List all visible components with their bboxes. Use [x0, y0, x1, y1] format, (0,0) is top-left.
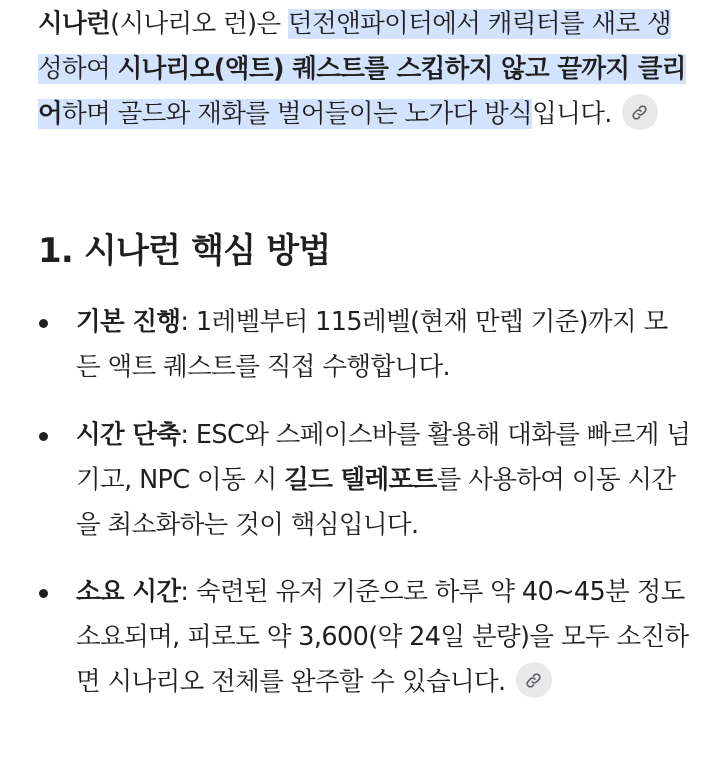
list-item-time-saving	[76, 413, 691, 548]
list-item-time-required	[76, 570, 691, 705]
list-item-text: : 숙련된 유저 기준으로 하루 약 40~45분 정도 소요되며, 피로도 약 3,600(약 24일 분량)을 모두 소진하면 시나리오 전체를 완주할 수 있습니다.	[76, 577, 689, 697]
intro-tail: 입니다.	[532, 99, 612, 129]
bullet-dot	[39, 319, 48, 328]
list-item-label: 소요 시간	[76, 577, 181, 607]
citation-link-button[interactable]	[622, 94, 658, 130]
list-item-label: 시간 단축	[76, 420, 181, 450]
term-sinarun: 시나런	[38, 9, 111, 39]
definition-part-a: 던전앤파이터에서 캐릭터를 새로 생성하여	[38, 9, 672, 84]
bullet-dot	[39, 589, 48, 598]
list-item-basic-progress	[76, 300, 691, 390]
bullet-dot	[39, 432, 48, 441]
definition-part-c: 하며 골드와 재화를 벌어들이는 노가다 방식	[62, 99, 533, 129]
list-item-text-continued: 를 사용하여 이동 시간을 최소화하는 것이 핵심입니다.	[76, 465, 676, 540]
list-item-text: : ESC와 스페이스바를 활용해 대화를 빠르게 넘기고, NPC 이동 시	[76, 420, 691, 495]
term-gloss: (시나리오 런)은	[110, 9, 289, 39]
citation-link-button[interactable]	[516, 662, 552, 698]
definition-part-b: 시나리오(액트) 퀘스트를 스킵하지 않고 끝까지 클리어	[38, 54, 686, 129]
guild-teleport-term: 길드 텔레포트	[284, 465, 437, 495]
intro-paragraph	[38, 2, 688, 137]
section-heading: 1. 시나런 핵심 방법	[38, 231, 331, 271]
list-item-text: : 1레벨부터 115레벨(현재 만렙 기준)까지 모든 액트 퀘스트를 직접 수행합니다.	[76, 307, 668, 382]
link-icon	[525, 672, 542, 689]
list-item-label: 기본 진행	[76, 307, 181, 337]
link-icon	[631, 104, 648, 121]
